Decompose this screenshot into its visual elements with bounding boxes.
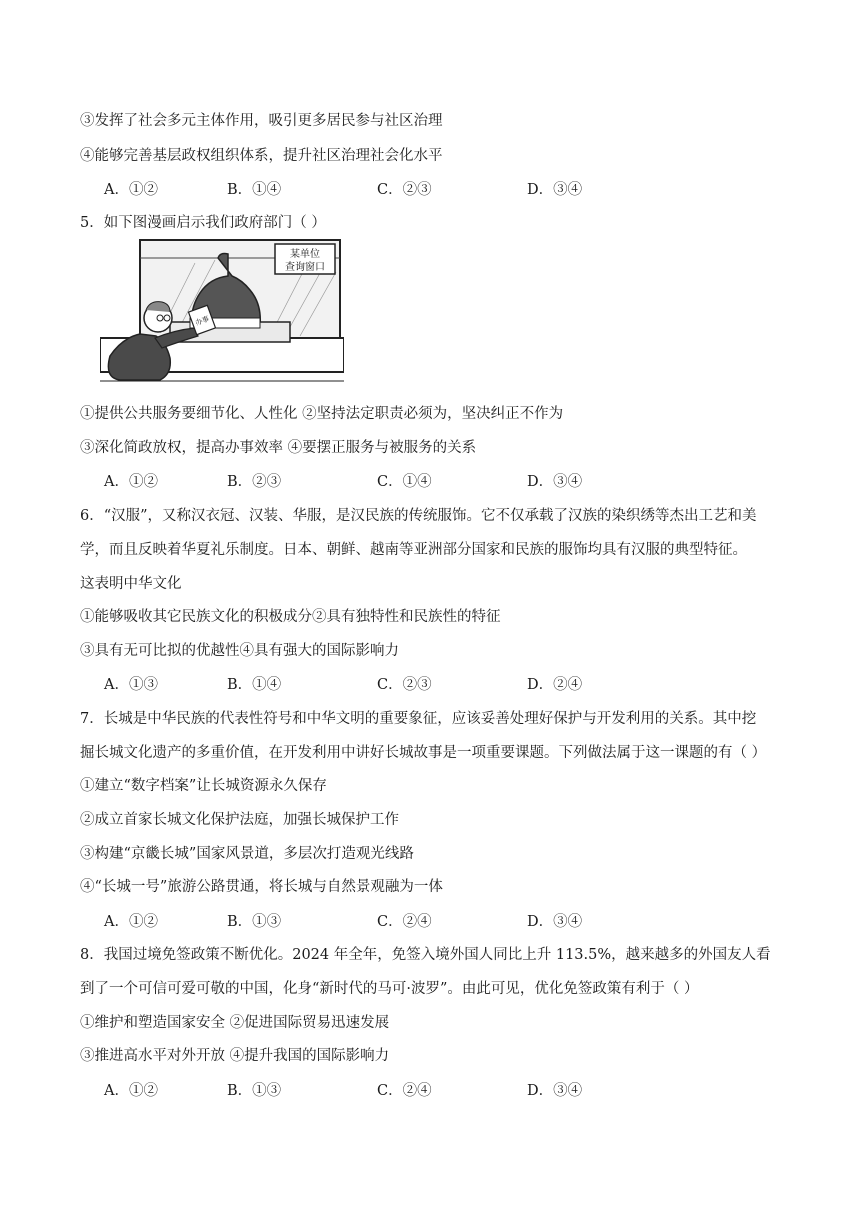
option-c[interactable]: C．②④ <box>377 1083 432 1099</box>
q8-line-1: ①维护和塑造国家安全 ②促进国际贸易迅速发展 <box>80 1015 390 1031</box>
q4-item-3: ③发挥了社会多元主体作用，吸引更多居民参与社区治理 <box>80 113 443 129</box>
option-c[interactable]: C．②③ <box>377 677 432 693</box>
option-d[interactable]: D．③④ <box>527 182 583 198</box>
q7-stem-2: 掘长城文化遗产的多重价值，在开发利用中讲好长城故事是一项重要课题。下列做法属于这一课题的有（ ） <box>80 745 767 761</box>
q4-item-4: ④能够完善基层政权组织体系，提升社区治理社会化水平 <box>80 148 443 164</box>
sign-line-2: 查询窗口 <box>285 262 325 273</box>
q4-options <box>104 180 784 200</box>
q7-line-1: ①建立“数字档案”让长城资源永久保存 <box>80 778 327 794</box>
option-d[interactable]: D．③④ <box>527 1083 583 1099</box>
q7-line-4: ④“长城一号”旅游公路贯通，将长城与自然景观融为一体 <box>80 879 443 895</box>
q5-line-2: ③深化简政放权，提高办事效率 ④要摆正服务与被服务的关系 <box>80 440 477 456</box>
q6-stem-3: 这表明中华文化 <box>80 576 182 592</box>
option-b[interactable]: B．②③ <box>227 474 282 490</box>
q6-stem-1: 6．“汉服”，又称汉衣冠、汉装、华服，是汉民族的传统服饰。它不仅承载了汉族的染织绣等杰出工艺和美 <box>80 508 757 524</box>
q7-line-3: ③构建“京畿长城”国家风景道，多层次打造观光线路 <box>80 846 414 862</box>
q5-line-1: ①提供公共服务要细节化、人性化 ②坚持法定职责必须为，坚决纠正不作为 <box>80 406 564 422</box>
option-b[interactable]: B．①④ <box>227 182 282 198</box>
q8-stem-2: 到了一个可信可爱可敬的中国，化身“新时代的马可·波罗”。由此可见，优化免签政策有利于（ ） <box>80 981 699 997</box>
option-a[interactable]: A．①② <box>104 1083 158 1099</box>
option-d[interactable]: D．③④ <box>527 474 583 490</box>
q6-options <box>104 675 784 695</box>
option-a[interactable]: A．①② <box>104 914 158 930</box>
paper-text: 办事 <box>194 314 211 328</box>
q6-line-2: ③具有无可比拟的优越性④具有强大的国际影响力 <box>80 643 399 659</box>
q6-line-1: ①能够吸收其它民族文化的积极成分②具有独特性和民族性的特征 <box>80 609 501 625</box>
q5-options <box>104 472 784 492</box>
option-d[interactable]: D．②④ <box>527 677 583 693</box>
option-d[interactable]: D．③④ <box>527 914 583 930</box>
option-c[interactable]: C．②③ <box>377 182 432 198</box>
q8-line-2: ③推进高水平对外开放 ④提升我国的国际影响力 <box>80 1048 390 1064</box>
q8-stem-1: 8．我国过境免签政策不断优化。2024 年全年，免签入境外国人同比上升 113.5%，越来越多的外国友人看 <box>80 947 771 963</box>
q7-stem-1: 7．长城是中华民族的代表性符号和中华文明的重要象征，应该妥善处理好保护与开发利用的关系。其中挖 <box>80 711 757 727</box>
option-a[interactable]: A．①② <box>104 474 158 490</box>
q7-options <box>104 912 784 932</box>
option-b[interactable]: B．①④ <box>227 677 282 693</box>
cartoon-image <box>100 238 344 384</box>
q6-stem-2: 学，而且反映着华夏礼乐制度。日本、朝鲜、越南等亚洲部分国家和民族的服饰均具有汉服的典型特征。 <box>80 542 747 558</box>
q5-stem: 5．如下图漫画启示我们政府部门（ ） <box>80 215 326 231</box>
option-a[interactable]: A．①② <box>104 182 158 198</box>
option-c[interactable]: C．①④ <box>377 474 432 490</box>
option-a[interactable]: A．①③ <box>104 677 158 693</box>
sign-line-1: 某单位 <box>290 249 320 260</box>
option-b[interactable]: B．①③ <box>227 1083 282 1099</box>
option-c[interactable]: C．②④ <box>377 914 432 930</box>
q7-line-2: ②成立首家长城文化保护法庭，加强长城保护工作 <box>80 812 399 828</box>
q8-options <box>104 1081 784 1101</box>
option-b[interactable]: B．①③ <box>227 914 282 930</box>
